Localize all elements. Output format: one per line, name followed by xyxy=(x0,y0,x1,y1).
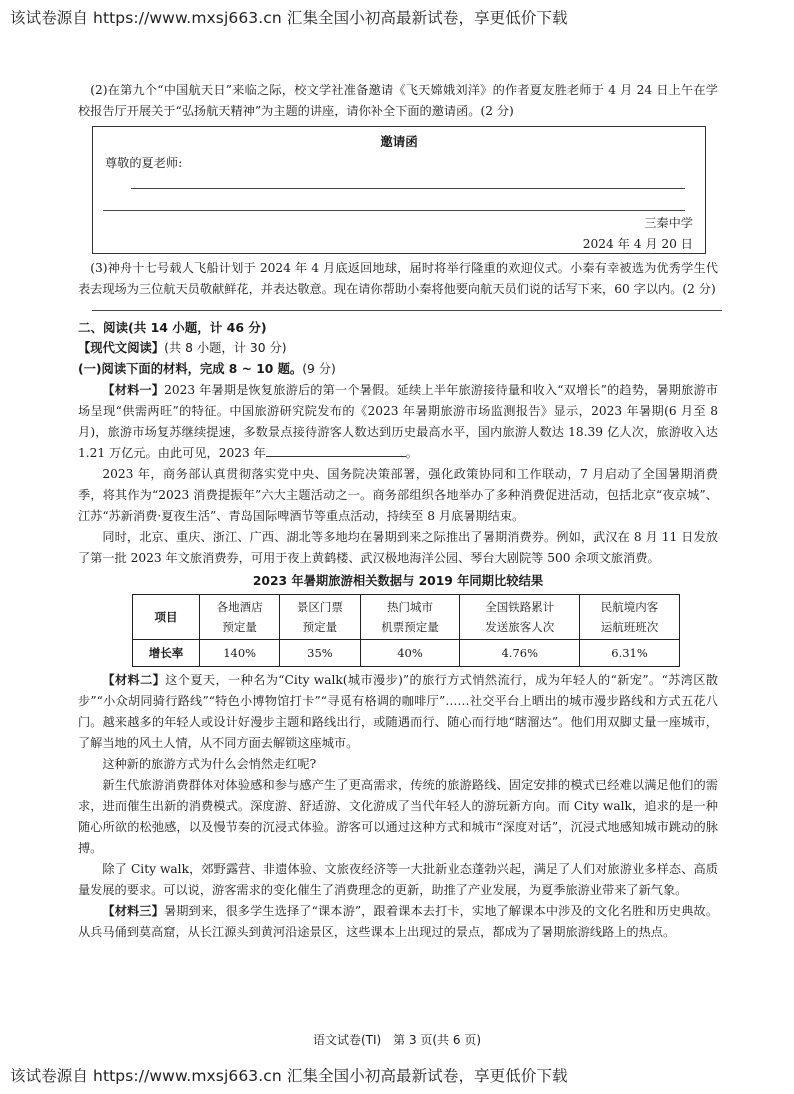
invitation-title: 邀请函 xyxy=(380,134,418,149)
invitation-date: 2024 年 4 月 20 日 xyxy=(582,237,693,251)
fill-blank[interactable] xyxy=(266,444,406,457)
invitation-greeting: 尊敬的夏老师: xyxy=(105,156,183,170)
table-header-cell: 全国铁路累计 发送旅客人次 xyxy=(460,595,580,640)
table-cell: 40% xyxy=(360,640,460,667)
part-1-score: (9 分) xyxy=(302,362,336,376)
modern-reading-label: 【现代文阅读】 xyxy=(78,341,165,355)
material-3-label: 【材料三】 xyxy=(102,904,164,918)
material-3-text: 暑期到来，很多学生选择了“课本游”，跟着课本去打卡，实地了解课本中涉及的文化名胜和历史典故。从兵马俑到莫高窟，从长江源头到黄河沿途景区，这些课本上出现过的景点，都成为了暑期旅游线路上的热点。 xyxy=(78,904,719,939)
question-3-answer-line[interactable] xyxy=(92,310,722,311)
material-2-paragraph-3: 新生代旅游消费群体对体验感和参与感产生了更高需求，传统的旅游路线、固定安排的模式已经难以满足他们的需求，进而催生出新的消费模式。深度游、舒适游、文化游成了当代年轻人的游玩新方向。而 City walk，追求的是一种随心所欲的松弛感，以及慢节奏的沉浸式体验。游客可以通过这种方式和城市“深度对话”，沉浸式地感知城市跳动的脉搏。 xyxy=(78,778,718,855)
invitation-answer-line[interactable] xyxy=(131,188,685,189)
material-1-period: 。 xyxy=(405,446,418,460)
material-1-paragraph xyxy=(78,380,718,464)
table-header-cell: 热门城市 机票预定量 xyxy=(360,595,460,640)
comparison-table xyxy=(132,594,680,667)
table-header-label: 项目 xyxy=(133,595,200,640)
material-2-label: 【材料二】 xyxy=(102,673,166,687)
material-2-paragraph xyxy=(78,670,718,754)
material-2-paragraph-2: 这种新的旅游方式为什么会悄然走红呢? xyxy=(102,757,317,771)
source-banner-bottom: 该试卷源自 https://www.mxsj663.cn 汇集全国小初高最新试卷，享更低价下载 xyxy=(10,1067,568,1085)
question-2-text: (2)在第九个“中国航天日”来临之际，校文学社准备邀请《飞天嫦娥刘洋》的作者夏友胜老师于 4 月 24 日上午在学校报告厅开展关于“弘扬航天精神”为主题的讲座，请你补全下面的邀请函。(2 分) xyxy=(78,83,718,118)
table-row-label: 增长率 xyxy=(133,640,200,667)
table-cell: 4.76% xyxy=(460,640,580,667)
part-1-heading xyxy=(78,359,718,380)
question-3-text: (3)神舟十七号载人飞船计划于 2024 年 4 月底返回地球，届时将举行隆重的欢迎仪式。小秦有幸被选为优秀学生代表去现场为三位航天员敬献鲜花，并表达敬意。现在请你帮助小秦将他要向航天员们说的话写下来，60 字以内。(2 分) xyxy=(78,261,718,296)
material-1-paragraph-3: 同时，北京、重庆、浙江、广西、湖北等多地均在暑期到来之际推出了暑期消费券。例如，武汉在 8 月 11 日发放了第一批 2023 年文旅消费券，可用于夜上黄鹤楼、武汉极地海洋公园、琴台大剧院等 500 余项文旅消费。 xyxy=(78,530,718,565)
material-2-paragraph-4: 除了 City walk，郊野露营、非遗体验、文旅夜经济等一大批新业态蓬勃兴起，满足了人们对旅游业多样态、高质量发展的要求。可以说，游客需求的变化催生了消费理念的更新，助推了产业发展，为夏季旅游业带来了新气象。 xyxy=(78,862,718,897)
material-1-label: 【材料一】 xyxy=(102,383,165,397)
invitation-signature: 三秦中学 xyxy=(644,216,693,230)
material-2-text: 这个夏天，一种名为“City walk(城市漫步)”的旅行方式悄然流行，成为年轻人的“新宠”。“苏湾区散步”“小众胡同骑行路线”“特色小博物馆打卡”“寻觅有格调的咖啡厅”……社交平台上晒出的城市漫步路线和方式五花八门。越来越多的年轻人或设计好漫步主题和路线出行，或随遇而行、随心而行地“瞎溜达”。他们用双脚丈量一座城市，了解当地的风土人情，从不同方面去解锁这座城市。 xyxy=(78,673,718,750)
table-value-row xyxy=(133,640,680,667)
material-3-paragraph xyxy=(78,901,718,943)
invitation-answer-line[interactable] xyxy=(103,210,685,211)
section-heading: 二、阅读(共 14 小题，计 46 分) xyxy=(78,320,267,335)
table-header-cell: 各地酒店 预定量 xyxy=(200,595,280,640)
table-cell: 6.31% xyxy=(580,640,680,667)
page-footer: 语文试卷(TI) 第 3 页(共 6 页) xyxy=(312,1033,482,1047)
material-1-paragraph-2: 2023 年，商务部认真贯彻落实党中央、国务院决策部署，强化政策协同和工作联动，7 月启动了全国暑期消费季，将其作为“2023 消费提振年”六大主题活动之一。商务部组织各地举办了多种消费促进活动，包括北京“夜京城”、江苏“苏新消费·夏夜生活”、青岛国际啤酒节等重点活动，持续至 8 月底暑期结束。 xyxy=(78,467,718,523)
table-cell: 140% xyxy=(200,640,280,667)
table-header-row xyxy=(133,595,680,640)
table-cell: 35% xyxy=(280,640,360,667)
table-header-cell: 景区门票 预定量 xyxy=(280,595,360,640)
modern-reading-note: (共 8 小题，计 30 分) xyxy=(164,341,287,355)
exam-page xyxy=(78,80,718,943)
material-1-text: 2023 年暑期是恢复旅游后的第一个暑假。延续上半年旅游接待量和收入“双增长”的趋势，暑期旅游市场呈现“供需两旺”的特征。中国旅游研究院发布的《2023 年暑期旅游市场监测报告》显示，2023 年暑期(6 月至 8 月)，旅游市场复苏继续提速，多数景点接待游客人数达到历史最高水平，国内旅游人数达 18.39 亿人次，旅游收入达 1.21 万亿元。由此可见，2023 年 xyxy=(78,383,718,460)
table-title: 2023 年暑期旅游相关数据与 2019 年同期比较结果 xyxy=(252,574,544,588)
source-banner-top: 该试卷源自 https://www.mxsj663.cn 汇集全国小初高最新试卷，享更低价下载 xyxy=(10,9,568,27)
modern-reading-heading xyxy=(78,338,718,359)
part-1-instruction: (一)阅读下面的材料，完成 8 ~ 10 题。 xyxy=(78,362,303,376)
table-header-cell: 民航境内客 运航班班次 xyxy=(580,595,680,640)
invitation-box xyxy=(92,126,706,254)
